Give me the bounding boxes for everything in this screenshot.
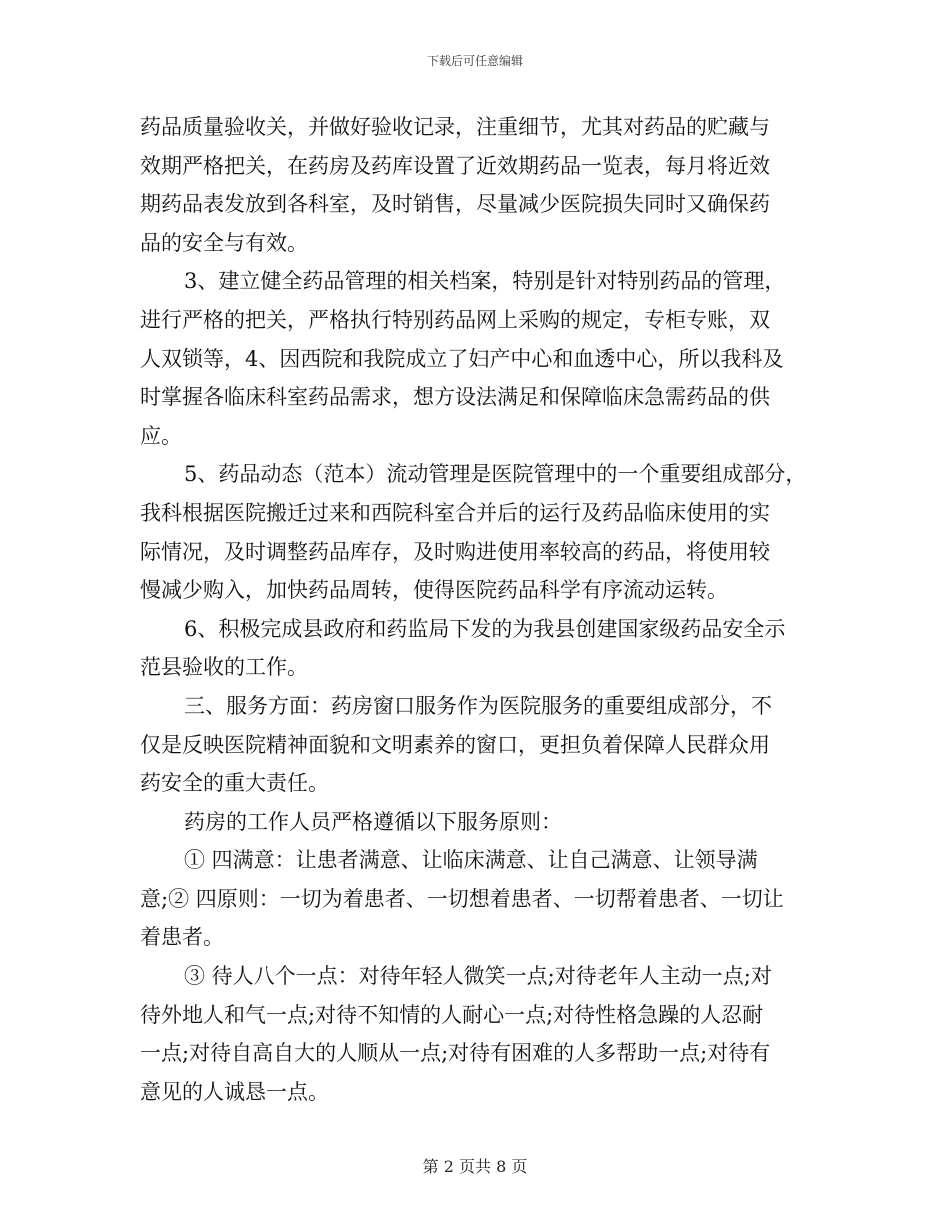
body-line: 进行严格的把关，严格执行特别药品网上采购的规定，专柜专账，双 [140, 307, 770, 332]
body-line: 期药品表发放到各科室，及时销售，尽量减少医院损失同时又确保药 [140, 192, 770, 217]
body-line: 药安全的重大责任。 [140, 771, 329, 796]
body-line: 一点;对待自高自大的人顺从一点;对待有困难的人多帮助一点;对待有 [140, 1041, 771, 1066]
body-line: 5、药品动态（范本）流动管理是医院管理中的一个重要组成部分， [184, 462, 807, 487]
body-line: 待外地人和气一点;对待不知情的人耐心一点;对待性格急躁的人忍耐 [140, 1002, 764, 1027]
body-line: ① 四满意：让患者满意、让临床满意、让自己满意、让领导满 [184, 848, 758, 873]
body-line: 品的安全与有效。 [140, 230, 308, 255]
body-line: 三、服务方面：药房窗口服务作为医院服务的重要组成部分，不 [184, 693, 772, 718]
body-line: 范县验收的工作。 [140, 655, 308, 680]
body-line: 6、积极完成县政府和药监局下发的为我县创建国家级药品安全示 [184, 616, 786, 641]
body-line: 意见的人诚恳一点。 [140, 1079, 329, 1104]
body-line: 效期严格把关，在药房及药库设置了近效期药品一览表，每月将近效 [140, 153, 770, 178]
body-line: ③ 待人八个一点：对待年轻人微笑一点;对待老年人主动一点;对 [184, 964, 772, 989]
body-line: 慢减少购入，加快药品周转，使得医院药品科学有序流动运转。 [140, 578, 728, 603]
page-header: 下载后可任意编辑 [426, 54, 523, 68]
body-line: 药房的工作人员严格遵循以下服务原则： [184, 809, 562, 834]
body-line: 际情况，及时调整药品库存，及时购进使用率较高的药品，将使用较 [140, 539, 770, 564]
document-body [140, 108, 820, 1111]
body-line: 应。 [140, 423, 182, 448]
body-line: 药品质量验收关，并做好验收记录，注重细节，尤其对药品的贮藏与 [140, 115, 770, 139]
body-line: 意;② 四原则：一切为着患者、一切想着患者、一切帮着患者、一切让 [140, 886, 784, 911]
body-line: 仅是反映医院精神面貌和文明素养的窗口，更担负着保障人民群众用 [140, 732, 770, 757]
body-line: 人双锁等，4、因西院和我院成立了妇产中心和血透中心，所以我科及 [140, 346, 784, 371]
page-footer: 第 2 页共 8 页 [422, 1157, 528, 1176]
body-line: 时掌握各临床科室药品需求，想方设法满足和保障临床急需药品的供 [140, 385, 770, 410]
body-line: 我科根据医院搬迁过来和西院科室合并后的运行及药品临床使用的实 [140, 500, 770, 525]
body-line: 3、建立健全药品管理的相关档案，特别是针对特别药品的管理， [184, 269, 786, 294]
body-line: 着患者。 [140, 925, 224, 950]
